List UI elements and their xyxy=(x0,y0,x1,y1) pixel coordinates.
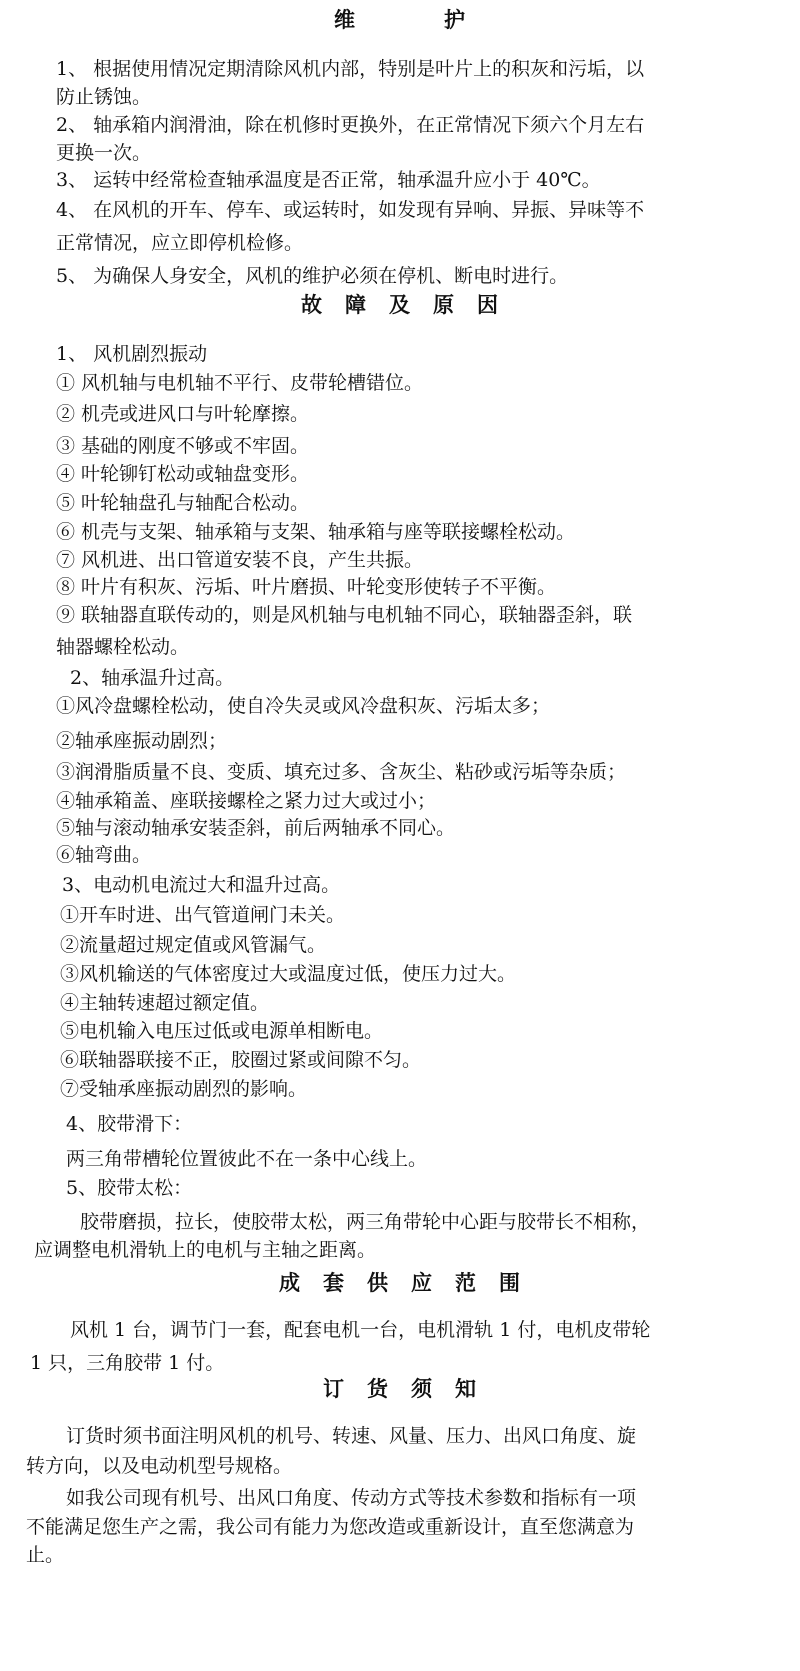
ordering-text: 转方向，以及电动机型号规格。 xyxy=(26,1455,293,1477)
ordering-title: 订 货 须 知 xyxy=(323,1377,477,1401)
fault-item: ④主轴转速超过额定值。 xyxy=(60,992,270,1014)
maintenance-item: 1、 根据使用情况定期清除风机内部，特别是叶片上的积灰和污垢，以 xyxy=(56,58,645,80)
maintenance-item: 2、 轴承箱内润滑油，除在机修时更换外，在正常情况下须六个月左右 xyxy=(56,114,645,136)
fault-text: 两三角带槽轮位置彼此不在一条中心线上。 xyxy=(66,1148,428,1170)
faults-title: 故 障 及 原 因 xyxy=(301,293,499,317)
supply-scope-text: 1 只，三角胶带 1 付。 xyxy=(30,1352,225,1374)
supply-scope-title: 成 套 供 应 范 围 xyxy=(279,1271,521,1295)
fault-item: ②流量超过规定值或风管漏气。 xyxy=(60,934,327,956)
fault-item: ⑥轴弯曲。 xyxy=(56,844,152,866)
fault-item: ①风冷盘螺栓松动，使自冷失灵或风冷盘积灰、污垢太多； xyxy=(56,695,551,717)
fault-item: ②轴承座振动剧烈； xyxy=(56,730,228,752)
fault-item: ③风机输送的气体密度过大或温度过低，使压力过大。 xyxy=(60,963,517,985)
supply-scope-text: 风机 1 台，调节门一套，配套电机一台，电机滑轨 1 付，电机皮带轮 xyxy=(70,1319,651,1341)
fault-text: 胶带磨损，拉长，使胶带太松，两三角带轮中心距与胶带长不相称， xyxy=(80,1211,651,1233)
ordering-text: 止。 xyxy=(26,1544,65,1566)
maintenance-item: 防止锈蚀。 xyxy=(56,86,152,108)
maintenance-item: 4、 在风机的开车、停车、或运转时，如发现有异响、异振、异味等不 xyxy=(56,199,645,221)
fault-item: ② 机壳或进风口与叶轮摩擦。 xyxy=(56,403,310,425)
fault-heading-belt-loose: 5、胶带太松： xyxy=(66,1177,193,1199)
ordering-text: 不能满足您生产之需，我公司有能力为您改造或重新设计，直至您满意为 xyxy=(26,1516,635,1538)
fault-item: ⑦受轴承座振动剧烈的影响。 xyxy=(60,1078,308,1100)
fault-item: ④ 叶轮铆钉松动或轴盘变形。 xyxy=(56,463,310,485)
fault-item: ⑤ 叶轮轴盘孔与轴配合松动。 xyxy=(56,492,310,514)
fault-heading-motor-current: 3、电动机电流过大和温升过高。 xyxy=(62,874,341,896)
fault-item: ⑥联轴器联接不正，胶圈过紧或间隙不匀。 xyxy=(60,1049,422,1071)
fault-item: ⑧ 叶片有积灰、污垢、叶片磨损、叶轮变形使转子不平衡。 xyxy=(56,576,557,598)
fault-item: ⑨ 联轴器直联传动的，则是风机轴与电机轴不同心，联轴器歪斜，联 xyxy=(56,604,633,626)
maintenance-item: 正常情况，应立即停机检修。 xyxy=(56,232,304,254)
maintenance-item: 更换一次。 xyxy=(56,142,152,164)
fault-item: ③润滑脂质量不良、变质、填充过多、含灰尘、粘砂或污垢等杂质； xyxy=(56,761,627,783)
fault-item: ⑤轴与滚动轴承安装歪斜，前后两轴承不同心。 xyxy=(56,817,456,839)
fault-heading-belt-slip: 4、胶带滑下： xyxy=(66,1113,193,1135)
fault-item: 轴器螺栓松动。 xyxy=(56,636,190,658)
fault-heading-bearing-temp: 2、轴承温升过高。 xyxy=(70,667,235,689)
fault-item: ⑦ 风机进、出口管道安装不良，产生共振。 xyxy=(56,549,424,571)
fault-item: ⑤电机输入电压过低或电源单相断电。 xyxy=(60,1020,384,1042)
maintenance-title: 维 护 xyxy=(334,8,466,32)
fault-item: ④轴承箱盖、座联接螺栓之紧力过大或过小； xyxy=(56,790,437,812)
fault-item: ① 风机轴与电机轴不平行、皮带轮槽错位。 xyxy=(56,372,424,394)
fault-item: ③ 基础的刚度不够或不牢固。 xyxy=(56,435,310,457)
ordering-text: 如我公司现有机号、出风口角度、传动方式等技术参数和指标有一项 xyxy=(66,1487,637,1509)
fault-text: 应调整电机滑轨上的电机与主轴之距离。 xyxy=(34,1239,377,1261)
ordering-text: 订货时须书面注明风机的机号、转速、风量、压力、出风口角度、旋 xyxy=(66,1425,637,1447)
maintenance-item: 3、 运转中经常检查轴承温度是否正常，轴承温升应小于 40℃。 xyxy=(56,169,601,191)
fault-item: ①开车时进、出气管道闸门未关。 xyxy=(60,904,346,926)
fault-item: ⑥ 机壳与支架、轴承箱与支架、轴承箱与座等联接螺栓松动。 xyxy=(56,521,576,543)
maintenance-item: 5、 为确保人身安全，风机的维护必须在停机、断电时进行。 xyxy=(56,265,569,287)
fault-heading-vibration: 1、 风机剧烈振动 xyxy=(56,343,208,365)
